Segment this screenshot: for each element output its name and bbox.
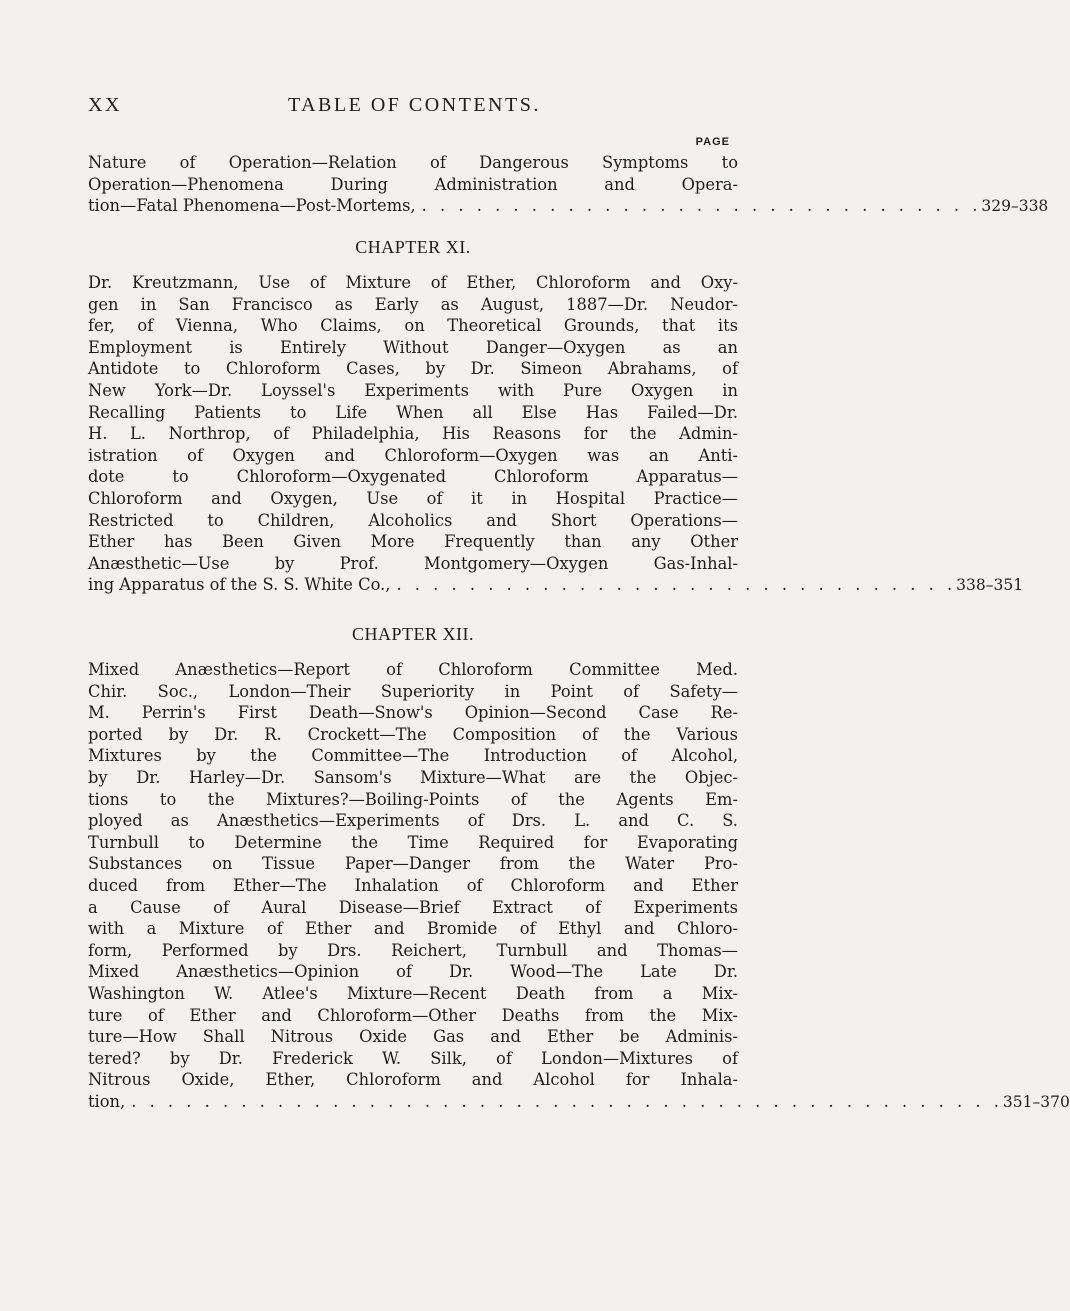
toc-line: a Cause of Aural Disease—Brief Extract of Experiments [88,897,738,917]
toc-line: form, Performed by Drs. Reichert, Turnbull and Thomas— [88,940,738,960]
toc-line: ture—How Shall Nitrous Oxide Gas and Ether be Adminis- [88,1027,738,1047]
toc-line: Substances on Tissue Paper—Danger from the Water Pro- [88,854,738,874]
toc-line-final [88,195,1049,217]
toc-line: Employment is Entirely Without Danger—Oxygen as an [88,337,738,357]
chapter-heading-xii: CHAPTER XII. [352,624,474,644]
toc-line: Ether has Been Given More Frequently than any Other [88,532,738,552]
page-folio: XX [88,94,122,116]
toc-line: New York—Dr. Loyssel's Experiments with Pure Oxygen in [88,380,738,400]
dot-leader: . . . . . . . . . . . . . . . . . . . . . . . . . . . . . . . [396,575,957,595]
toc-line: tered? by Dr. Frederick W. Silk, of London—Mixtures of [88,1048,738,1068]
toc-line: dote to Chloroform—Oxygenated Chloroform Apparatus— [88,467,738,487]
dot-leader: . . . . . . . . . . . . . . . . . . . . . . . . . . . . . . . [421,196,982,216]
toc-line: Turnbull to Determine the Time Required for Evaporating [88,832,738,852]
page-range: 351–370 [1002,1092,1070,1111]
toc-entry-chapter-xii [88,659,1070,1112]
toc-line: Dr. Kreutzmann, Use of Mixture of Ether, Chloroform and Oxy- [88,273,738,292]
page-column-label: PAGE [695,136,730,148]
toc-line: duced from Ether—The Inhalation of Chloroform and Ether [88,875,738,895]
toc-line: Mixed Anæsthetics—Opinion of Dr. Wood—The Late Dr. [88,962,738,982]
toc-line: Nitrous Oxide, Ether, Chloroform and Alcohol for Inhala- [88,1070,738,1090]
toc-line: ported by Dr. R. Crockett—The Composition of the Various [88,724,738,744]
toc-line: M. Perrin's First Death—Snow's Opinion—Second Case Re- [88,703,738,723]
toc-line: istration of Oxygen and Chloroform—Oxygen was an Anti- [88,445,738,465]
toc-line: fer, of Vienna, Who Claims, on Theoretical Grounds, that its [88,316,738,336]
running-head-title: TABLE OF CONTENTS. [288,94,541,116]
toc-entry-chapter-x-continued [88,152,1049,217]
toc-line: Nature of Operation—Relation of Dangerous Symptoms to [88,153,738,172]
toc-line: H. L. Northrop, of Philadelphia, His Reasons for the Admin- [88,424,738,444]
toc-line: tions to the Mixtures?—Boiling-Points of the Agents Em- [88,789,738,809]
toc-line: Antidote to Chloroform Cases, by Dr. Simeon Abrahams, of [88,359,738,379]
page-range: 329–338 [981,197,1049,216]
toc-line: Chir. Soc., London—Their Superiority in Point of Safety— [88,681,738,701]
toc-line-text: tion, [88,1091,126,1111]
toc-line: ployed as Anæsthetics—Experiments of Drs. L. and C. S. [88,811,738,831]
toc-line: Washington W. Atlee's Mixture—Recent Death from a Mix- [88,983,738,1003]
toc-entry-chapter-xi [88,272,1024,596]
toc-line: ture of Ether and Chloroform—Other Deaths from the Mix- [88,1005,738,1025]
dot-leader: . . . . . . . . . . . . . . . . . . . . . . . . . . . . . . . . . . . . . . . . . . . . . . . . [131,1091,1003,1111]
toc-line: Recalling Patients to Life When all Else Has Failed—Dr. [88,402,738,422]
toc-line: Mixtures by the Committee—The Introduction of Alcohol, [88,746,738,766]
toc-line: Restricted to Children, Alcoholics and Short Operations— [88,510,738,530]
running-head [88,94,728,120]
toc-line: Mixed Anæsthetics—Report of Chloroform Committee Med. [88,660,738,679]
chapter-heading-xi: CHAPTER XI. [355,237,471,257]
toc-line-text: tion—Fatal Phenomena—Post-Mortems, [88,196,416,216]
page-range: 338–351 [956,576,1024,595]
toc-line-final [88,1091,1070,1113]
toc-line: by Dr. Harley—Dr. Sansom's Mixture—What are the Objec- [88,767,738,787]
toc-line: Operation—Phenomena During Administration and Opera- [88,174,738,194]
toc-line: gen in San Francisco as Early as August, 1887—Dr. Neudor- [88,294,738,314]
toc-line: Anæsthetic—Use by Prof. Montgomery—Oxygen Gas-Inhal- [88,553,738,573]
toc-line: Chloroform and Oxygen, Use of it in Hospital Practice— [88,488,738,508]
toc-line: with a Mixture of Ether and Bromide of Ethyl and Chloro- [88,919,738,939]
toc-line-final [88,574,1024,596]
toc-line-text: ing Apparatus of the S. S. White Co., [88,575,391,595]
